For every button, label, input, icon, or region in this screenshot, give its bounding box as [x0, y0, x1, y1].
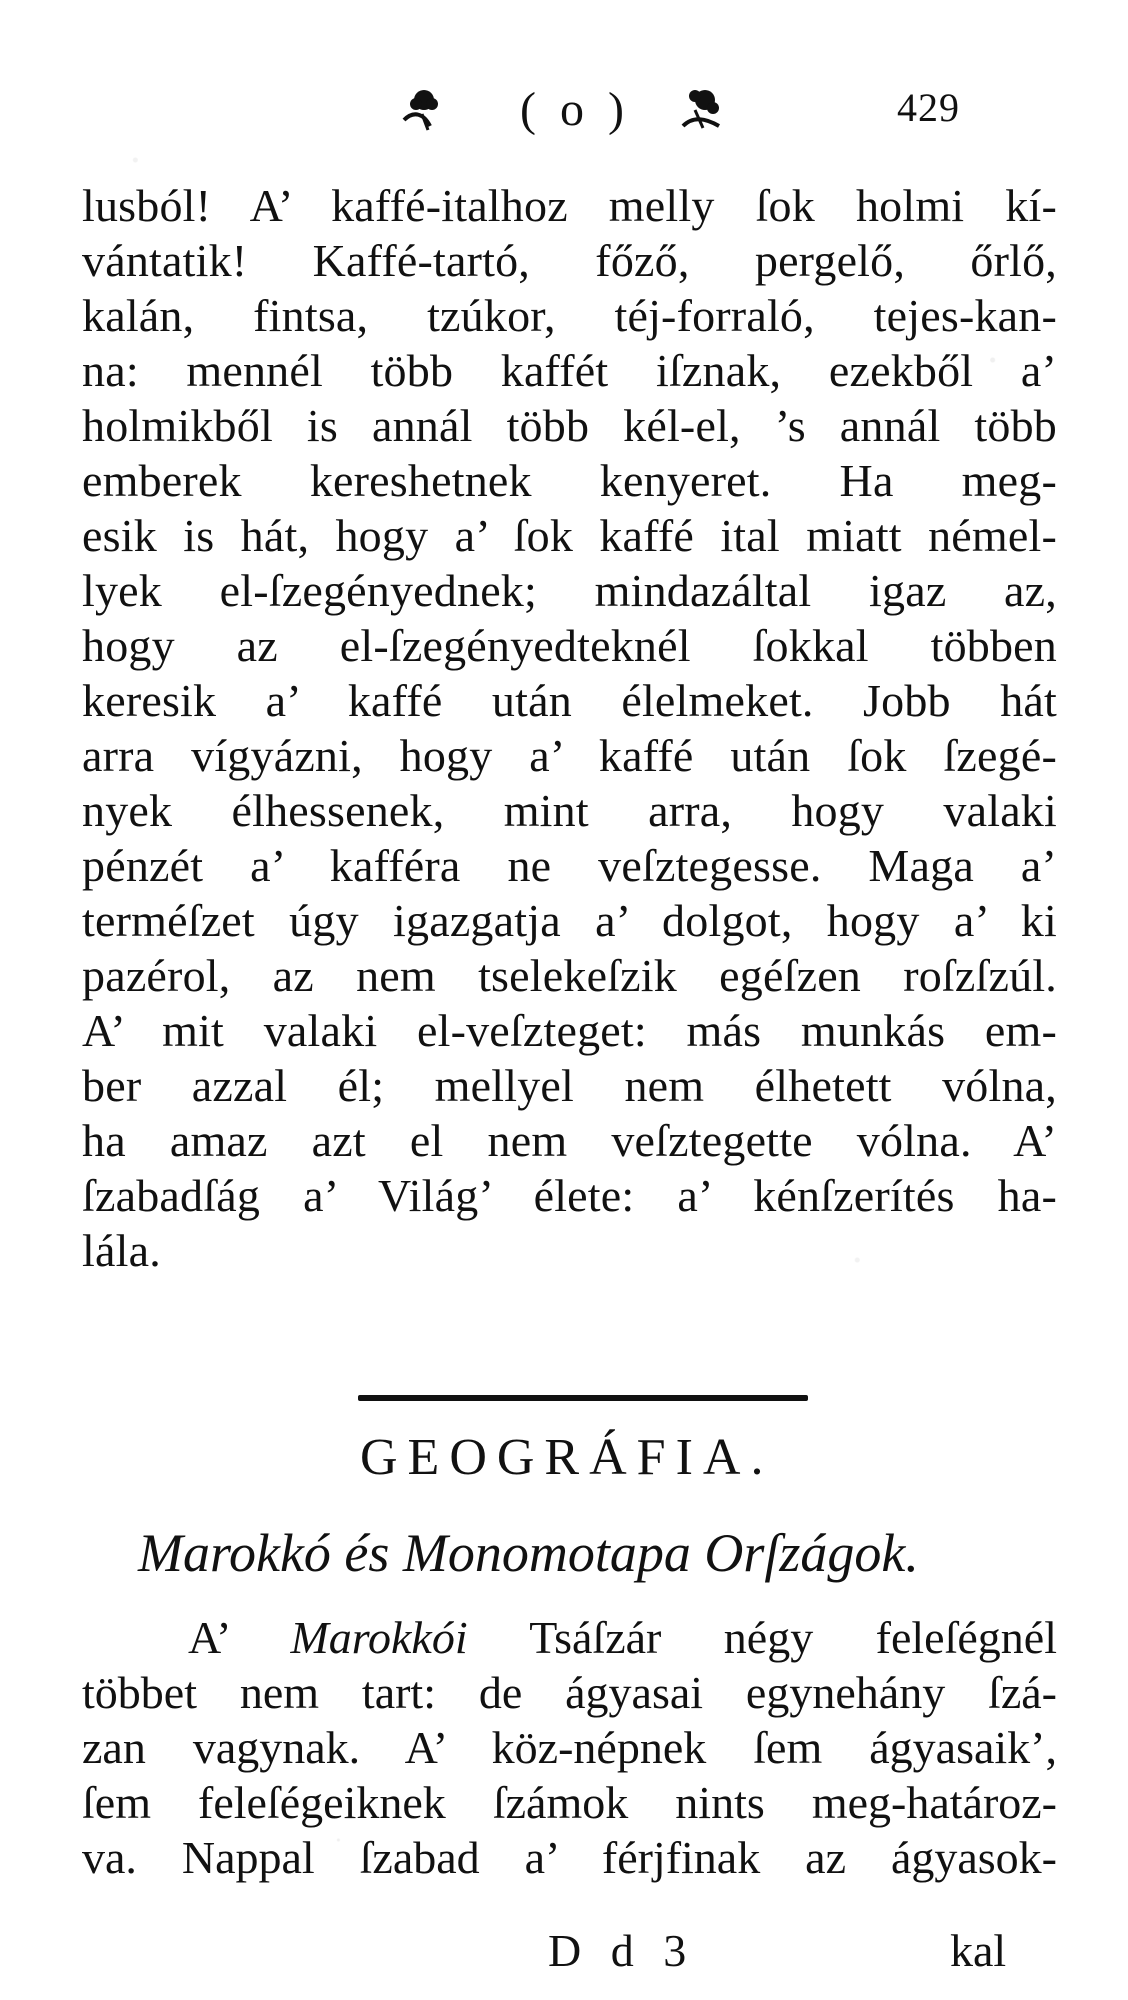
- text-line: emberek kereshetnek kenyeret. Ha meg-: [82, 455, 1057, 506]
- catchword: kal: [950, 1925, 1007, 1976]
- line-end: Tsáſzár négy feleſégnél: [467, 1612, 1057, 1663]
- text-line: na: mennél több kaffét iſznak, ezekből a’: [82, 345, 1057, 396]
- line-start: A’: [188, 1612, 291, 1663]
- flower-ornament-icon: [398, 80, 450, 132]
- second-paragraph: [82, 1610, 1057, 1885]
- text-line: ſzabadſág a’ Világ’ élete: a’ kénſzerítés ha-: [82, 1170, 1057, 1221]
- text-line: pénzét a’ kafféra ne veſztegesse. Maga a’: [82, 840, 1057, 891]
- text-line: lusból! A’ kaffé-italhoz melly ſok holmi kí-: [82, 180, 1057, 231]
- text-line: ſem feleſégeiknek ſzámok nints meg-határoz-: [82, 1777, 1057, 1828]
- text-line: pazérol, az nem tselekeſzik egéſzen roſzſzúl.: [82, 950, 1057, 1001]
- section-subtitle: Marokkó és Monomotapa Orſzágok.: [138, 1523, 919, 1583]
- text-line: esik is hát, hogy a’ ſok kaffé ital miatt némel-: [82, 510, 1057, 561]
- text-line: arra vígyázni, hogy a’ kaffé után ſok ſzegé-: [82, 730, 1057, 781]
- flower-ornament-icon: [675, 80, 727, 132]
- text-line: hogy az el-ſzegényedteknél ſokkal többen: [82, 620, 1057, 671]
- text-line: va. Nappal ſzabad a’ férjfinak az ágyasok-: [82, 1832, 1057, 1883]
- text-line: nyek élhessenek, mint arra, hogy valaki: [82, 785, 1057, 836]
- text-line: ber azzal él; mellyel nem élhetett vólna,: [82, 1060, 1057, 1111]
- text-line: lála.: [82, 1225, 161, 1276]
- text-line: holmikből is annál több kél-el, ’s annál több: [82, 400, 1057, 451]
- text-line: többet nem tart: de ágyasai egynehány ſzá-: [82, 1667, 1057, 1718]
- text-line: lyek el-ſzegényednek; mindazáltal igaz az,: [82, 565, 1057, 616]
- text-line: kalán, fintsa, tzúkor, téj-forraló, tejes-kan-: [82, 290, 1057, 341]
- text-line: terméſzet úgy igazgatja a’ dolgot, hogy a’ ki: [82, 895, 1057, 946]
- text-line: zan vagynak. A’ köz-népnek ſem ágyasaik’,: [82, 1722, 1057, 1773]
- text-line: keresik a’ kaffé után élelmeket. Jobb hát: [82, 675, 1057, 726]
- body-paragraph: [82, 178, 1057, 1278]
- italic-term: Marokkói: [290, 1612, 468, 1663]
- text-line: vántatik! Kaffé-tartó, főző, pergelő, őrlő,: [82, 235, 1057, 286]
- signature-mark: D d 3: [548, 1925, 696, 1976]
- page-number: 429: [897, 85, 960, 130]
- text-line: A’ mit valaki el-veſzteget: más munkás em-: [82, 1005, 1057, 1056]
- text-line: [82, 1610, 1057, 1665]
- text-line: ha amaz azt el nem veſztegette vólna. A’: [82, 1115, 1057, 1166]
- running-head: ( o ): [520, 83, 630, 136]
- section-divider: [358, 1395, 808, 1401]
- page-header: [380, 72, 780, 142]
- section-title: GEOGRÁFIA.: [360, 1429, 774, 1486]
